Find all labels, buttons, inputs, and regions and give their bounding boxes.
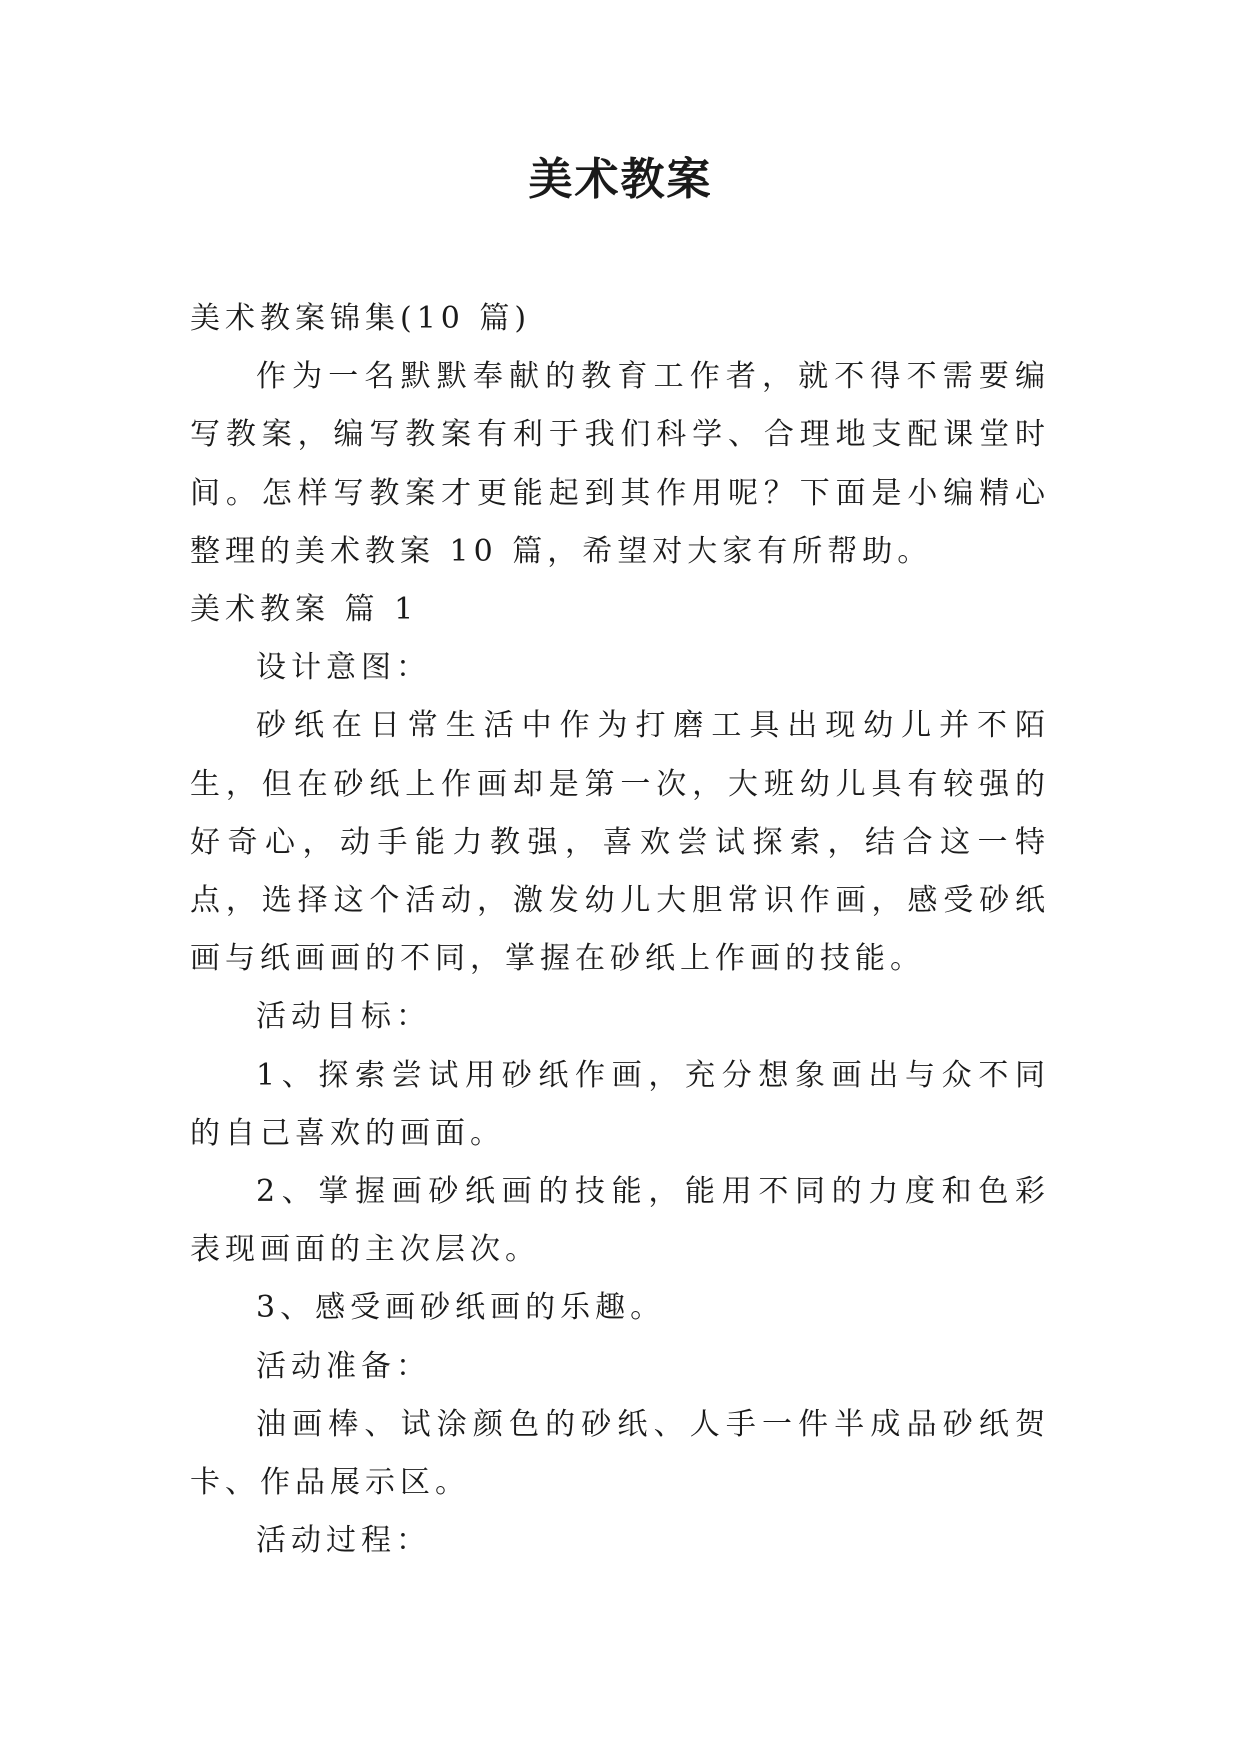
design-intent-label: 设计意图：	[256, 650, 431, 686]
document-title: 美术教案	[528, 154, 713, 205]
goal-item: 2、掌握画砂纸画的技能，能用不同的力度和色彩表现画面的主次层次。	[190, 1174, 1050, 1268]
goal-item: 1、探索尝试用砂纸作画，充分想象画出与众不同的自己喜欢的画面。	[190, 1057, 1050, 1151]
goal-item: 3、感受画砂纸画的乐趣。	[256, 1290, 666, 1326]
preparation-paragraph: 油画棒、试涂颜色的砂纸、人手一件半成品砂纸贺卡、作品展示区。	[190, 1406, 1050, 1501]
collection-heading: 美术教案锦集(10 篇)	[190, 301, 532, 336]
activity-preparation-label: 活动准备：	[256, 1348, 431, 1384]
activity-goals-label: 活动目标：	[256, 999, 431, 1035]
design-intent-paragraph: 砂纸在日常生活中作为打磨工具出现幼儿并不陌生，但在砂纸上作画却是第一次，大班幼儿具有较强的好奇心，动手能力教强，喜欢尝试探索，结合这一特点，选择这个活动，激发幼儿大胆常识作画，感受砂纸画与纸画画的不同，掌握在砂纸上作画的技能。	[190, 708, 1050, 977]
intro-paragraph: 作为一名默默奉献的教育工作者，就不得不需要编写教案，编写教案有利于我们科学、合理地支配课堂时间。怎样写教案才更能起到其作用呢？下面是小编精心整理的美术教案 10 篇，希望对大家有所帮助。	[190, 359, 1050, 569]
activity-process-label: 活动过程：	[256, 1523, 431, 1559]
document-body	[190, 290, 1050, 1570]
section-heading-1: 美术教案 篇 1	[190, 592, 419, 628]
